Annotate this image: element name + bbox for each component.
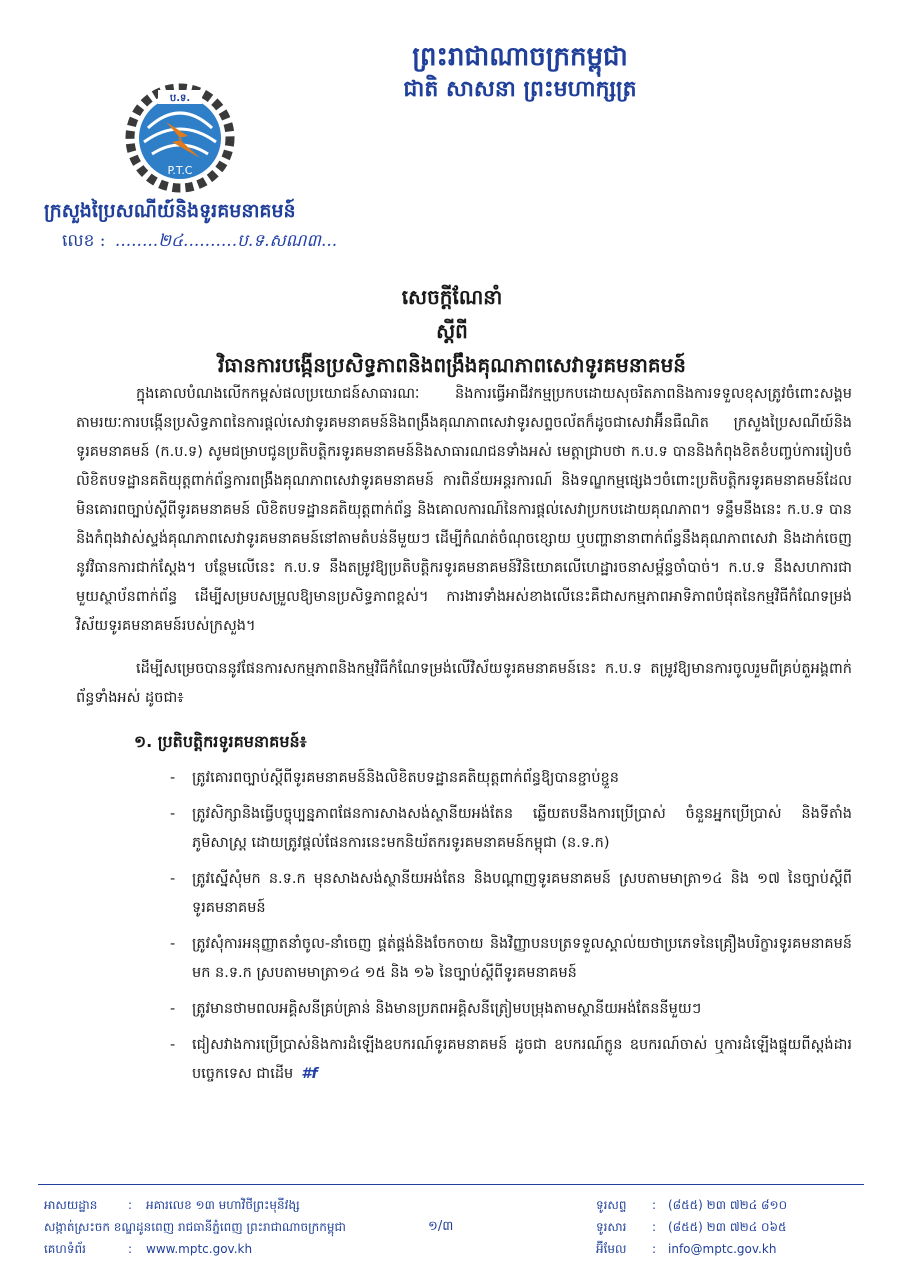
website-link[interactable]: www.mptc.gov.kh bbox=[146, 1242, 253, 1256]
national-motto: ជាតិ សាសនា ព្រះមហាក្សត្រ bbox=[403, 76, 637, 102]
section-1-title: ១. ប្រតិបត្តិករទូរគមនាគមន៍៖ bbox=[134, 732, 307, 751]
document-title bbox=[0, 280, 904, 382]
address-label: អាសយដ្ឋាន bbox=[44, 1198, 98, 1212]
fax-label: ទូរសារ bbox=[596, 1220, 627, 1234]
list-item-text: ជៀសវាងការប្រើប្រាស់និងការដំឡើងឧបករណ៍ទូរគមនាគមន៍ ដូចជា ឧបករណ៍ក្លូន ឧបករណ៍ចាស់ ឬការដំឡើងផ្ទុយពីស្តង់ដារបច្ចេកទេស ជាដើម bbox=[192, 1037, 852, 1082]
list-item bbox=[170, 1031, 852, 1089]
title-line-1: សេចក្តីណែនាំ bbox=[401, 285, 503, 309]
kingdom-name: ព្រះរាជាណាចក្រកម្ពុជា bbox=[412, 42, 628, 72]
document-body bbox=[76, 380, 852, 1096]
title-line-3: វិធានការបង្កើនប្រសិទ្ធភាពនិងពង្រឹងគុណភាពសេវាទូរគមនាគមន៍ bbox=[218, 353, 686, 377]
address-value-2: សង្កាត់ស្រះចក ខណ្ឌដូនពេញ រាជធានីភ្នំពេញ ព្រះរាជាណាចក្រកម្ពុជា bbox=[44, 1220, 346, 1234]
list-item: - ត្រូវសិក្សានិងធ្វើបច្ចុប្បន្នភាពផែនការសាងសង់ស្ថានីយអង់តែន ឆ្លើយតបនឹងការប្រើប្រាស់ ចំនួនអ្នកប្រើប្រាស់ និងទីតាំងភូមិសាស្ត្រ ដោយត្រូវផ្តល់ផែនការនេះមកនិយ័តករទូរគមនាគមន៍កម្ពុជា (ន.ទ.ក) bbox=[170, 800, 852, 858]
phone-label: ទូរសព្ទ bbox=[596, 1198, 627, 1212]
website-label: គេហទំព័រ bbox=[44, 1242, 86, 1256]
list-item: - ត្រូវមានថាមពលអគ្គិសនីគ្រប់គ្រាន់ និងមានប្រភពអគ្គិសនីត្រៀមបម្រុងតាមស្ថានីយអង់តែននីមួយៗ bbox=[170, 995, 852, 1024]
ministry-logo bbox=[108, 78, 278, 198]
footer-contact-right: ទូរសព្ទ : (៨៥៥) ២៣ ៧២៤ ៨១០ ទូរសារ : (៨៥៥) ២៣ ៧២៤ ០៦៥ អ៊ីមែល : info@mptc.gov.kh bbox=[596, 1194, 876, 1260]
address-value: អគារលេខ ១៣ មហាវិថីព្រះមុនីវង្ស bbox=[146, 1198, 300, 1212]
paragraph-2: ដើម្បីសម្រេចបាននូវផែនការសកម្មភាពនិងកម្មវិធីកំណែទម្រង់លើវិស័យទូរគមនាគមន៍នេះ ក.ប.ទ តម្រូវឱ្យមានការចូលរួមពីគ្រប់តួអង្គពាក់ព័ន្ធទាំងអស់ ដូចជា៖ bbox=[76, 661, 852, 706]
initials-signature: #f bbox=[301, 1066, 318, 1082]
list-item: - ត្រូវគោរពច្បាប់ស្តីពីទូរគមនាគមន៍និងលិខិតបទដ្ឋានគតិយុត្តពាក់ព័ន្ធឱ្យបានខ្ជាប់ខ្ជួន bbox=[170, 764, 852, 793]
ref-label: លេខ : bbox=[62, 231, 106, 251]
ref-value: ........២៤..........ប.ទ.សណ៣... bbox=[114, 231, 338, 251]
section-1-list bbox=[76, 764, 852, 1089]
fax-value: (៨៥៥) ២៣ ៧២៤ ០៦៥ bbox=[668, 1220, 787, 1234]
page-number: ១/៣ bbox=[428, 1219, 454, 1234]
title-line-2: ស្តីពី bbox=[436, 319, 468, 343]
list-item: - ត្រូវសុំការអនុញ្ញាតនាំចូល-នាំចេញ ផ្គត់ផ្គង់និងចែកចាយ និងវិញ្ញាបនបត្រទទួលស្គាល់យថាប្រភេទនៃគ្រឿងបរិក្ខារទូរគមនាគមន៍ មក ន.ទ.ក ស្របតាមមាត្រា១៤ ១៥ និង ១៦ នៃច្បាប់ស្តីពីទូរគមនាគមន៍ bbox=[170, 930, 852, 988]
email-link[interactable]: info@mptc.gov.kh bbox=[668, 1242, 777, 1256]
logo-abbr-text: ប.ទ. bbox=[169, 93, 191, 104]
reference-number bbox=[62, 230, 392, 255]
footer-contact-left: អាសយដ្ឋាន : អគារលេខ ១៣ មហាវិថីព្រះមុនីវង្ស សង្កាត់ស្រះចក ខណ្ឌដូនពេញ រាជធានីភ្នំពេញ ព្រះរាជាណាចក្រកម្ពុជា គេហទំព័រ : www.mptc.gov.kh bbox=[44, 1194, 524, 1260]
logo-ptc-text: P.T.C bbox=[167, 164, 193, 177]
phone-value: (៨៥៥) ២៣ ៧២៤ ៨១០ bbox=[668, 1198, 788, 1212]
list-item: - ត្រូវស្នើសុំមក ន.ទ.ក មុនសាងសង់ស្ថានីយអង់តែន និងបណ្តាញទូរគមនាគមន៍ ស្របតាមមាត្រា១៤ និង ១៧ នៃច្បាប់ស្តីពីទូរគមនាគមន៍ bbox=[170, 865, 852, 923]
ministry-name: ក្រសួងប្រៃសណីយ៍និងទូរគមនាគមន៍ bbox=[44, 200, 296, 222]
kingdom-header bbox=[300, 40, 740, 104]
footer-divider bbox=[38, 1184, 864, 1185]
email-label: អ៊ីមែល bbox=[596, 1242, 627, 1256]
paragraph-1: ក្នុងគោលបំណងលើកកម្ពស់ផលប្រយោជន៍សាធារណៈ និងការធ្វើអាជីវកម្មប្រកបដោយសុចរិតភាពនិងការទទួលខុសត្រូវចំពោះសង្គម តាមរយៈការបង្កើនប្រសិទ្ធភាពនៃការផ្តល់សេវាទូរគមនាគមន៍និងពង្រឹងគុណភាពសេវាទូរសព្ទចល័តក៏ដូចជាសេវាអ៊ីនធឺណិត ក្រសួងប្រៃសណីយ៍និងទូរគមនាគមន៍ (ក.ប.ទ) សូមជម្រាបជូនប្រតិបត្តិករទូរគមនាគមន៍និងសាធារណជនទាំងអស់ មេត្តាជ្រាបថា ក.ប.ទ បាននិងកំពុងខិតខំបញ្ចប់ការរៀបចំលិខិតបទដ្ឋានគតិយុត្តពាក់ព័ន្ធការពង្រឹងគុណភាពសេវាទូរគមនាគមន៍ ការពិន័យអន្តរការណ៍ និងទណ្ឌកម្មផ្សេងៗចំពោះប្រតិបត្តិករទូរគមនាគមន៍ដែលមិនគោរពច្បាប់ស្តីពីទូរគមនាគមន៍ លិខិតបទដ្ឋានគតិយុត្តពាក់ព័ន្ធ និងគោលការណ៍នៃការផ្តល់សេវាប្រកបដោយគុណភាព។ ទន្ទឹមនឹងនេះ ក.ប.ទ បាននិងកំពុងវាស់ស្ទង់គុណភាពសេវាទូរគមនាគមន៍នៅតាមតំបន់នីមួយៗ ដើម្បីកំណត់ចំណុចខ្សោយ ឬបញ្ហានានាពាក់ព័ន្ធនឹងគុណភាពសេវា និងដាក់ចេញនូវវិធានការជាក់ស្តែង។ បន្ថែមលើនេះ ក.ប.ទ នឹងតម្រូវឱ្យប្រតិបត្តិករទូរគមនាគមន៍វិនិយោគលើហេដ្ឋារចនាសម្ព័ន្ធចាំបាច់។ ក.ប.ទ នឹងសហការជាមួយស្ថាប័នពាក់ព័ន្ធ ដើម្បីសម្របសម្រួលឱ្យមានប្រសិទ្ធភាពខ្ពស់។ ការងារទាំងអស់ខាងលើនេះគឺជាសកម្មភាពអាទិភាពបំផុតនៃកម្មវិធីកំណែទម្រង់វិស័យទូរគមនាគមន៍របស់ក្រសួង។ bbox=[76, 386, 852, 634]
